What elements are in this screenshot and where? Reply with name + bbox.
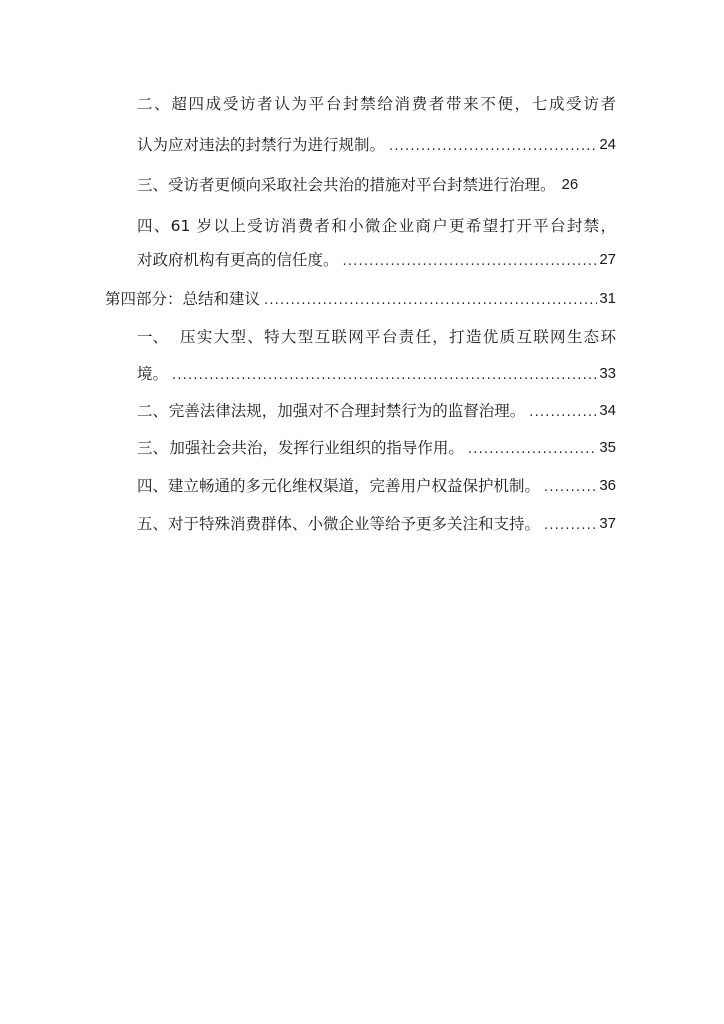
toc-entry-number: 一、 (137, 328, 169, 346)
toc-leader-dots (389, 134, 597, 160)
toc-entry-text: 第四部分：总结和建议 (105, 290, 261, 308)
toc-leader-dots (544, 513, 597, 539)
toc-entry-text: 三、受访者更倾向采取社会共治的措施对平台封禁进行治理。 (137, 176, 556, 194)
toc-entry-text: 二、超四成受访者认为平台封禁给消费者带来不便，七成受访者 (137, 95, 616, 113)
toc-entry-text: 五、对于特殊消费群体、小微企业等给予更多关注和支持。 (137, 515, 541, 533)
toc-entry-4-2[interactable] (137, 396, 616, 426)
toc-entry-number: 二、 (137, 402, 169, 420)
toc-page-number: 24 (599, 136, 616, 153)
toc-entry-text: 对政府机构有更高的信任度。 (137, 251, 339, 269)
toc-entry-4-4[interactable] (137, 471, 616, 501)
toc-entry-2-2[interactable] (137, 170, 616, 200)
toc-entry-4-3[interactable] (137, 433, 616, 463)
toc-entry-2-3-line1[interactable] (137, 211, 616, 241)
toc-entry-text: 四、建立畅通的多元化维权渠道，完善用户权益保护机制。 (137, 477, 541, 495)
toc-part-4[interactable] (105, 284, 616, 314)
toc-entry-text: 境。 (137, 365, 169, 383)
toc-entry-text: 加强社会共治，发挥行业组织的指导作用。 (169, 439, 464, 457)
toc-entry-text: 压实大型、特大型互联网平台责任，打造优质互联网生态环 (180, 328, 616, 346)
toc-leader-dots (172, 363, 597, 389)
toc-page-number: 34 (599, 402, 616, 419)
toc-entry-2-1-line2[interactable] (137, 130, 616, 160)
toc-leader-dots (544, 475, 597, 501)
toc-page-number: 33 (599, 365, 616, 382)
toc-page-number: 26 (561, 176, 579, 193)
toc-leader-dots (343, 249, 598, 275)
toc-page-number: 36 (599, 477, 616, 494)
toc-page-number: 31 (599, 290, 616, 307)
toc-entry-4-1-line1[interactable] (137, 322, 616, 352)
toc-page-number: 27 (599, 251, 616, 268)
toc-entry-text: 四、61 岁以上受访消费者和小微企业商户更希望打开平台封禁， (137, 217, 616, 235)
toc-leader-dots (468, 437, 597, 463)
toc-entry-text: 认为应对违法的封禁行为进行规制。 (137, 136, 386, 154)
toc-entry-2-3-line2[interactable] (137, 245, 616, 275)
toc-page-number: 35 (599, 439, 616, 456)
toc-leader-dots (264, 288, 597, 314)
toc-leader-dots (529, 400, 597, 426)
toc-entry-number: 三、 (137, 439, 169, 457)
toc-entry-2-1-line1[interactable] (137, 89, 616, 119)
toc-entry-4-1-line2[interactable] (137, 359, 616, 389)
toc-entry-4-5[interactable] (137, 509, 616, 539)
toc-entry-text: 完善法律法规，加强对不合理封禁行为的监督治理。 (168, 402, 526, 420)
toc-page-number: 37 (599, 515, 616, 532)
